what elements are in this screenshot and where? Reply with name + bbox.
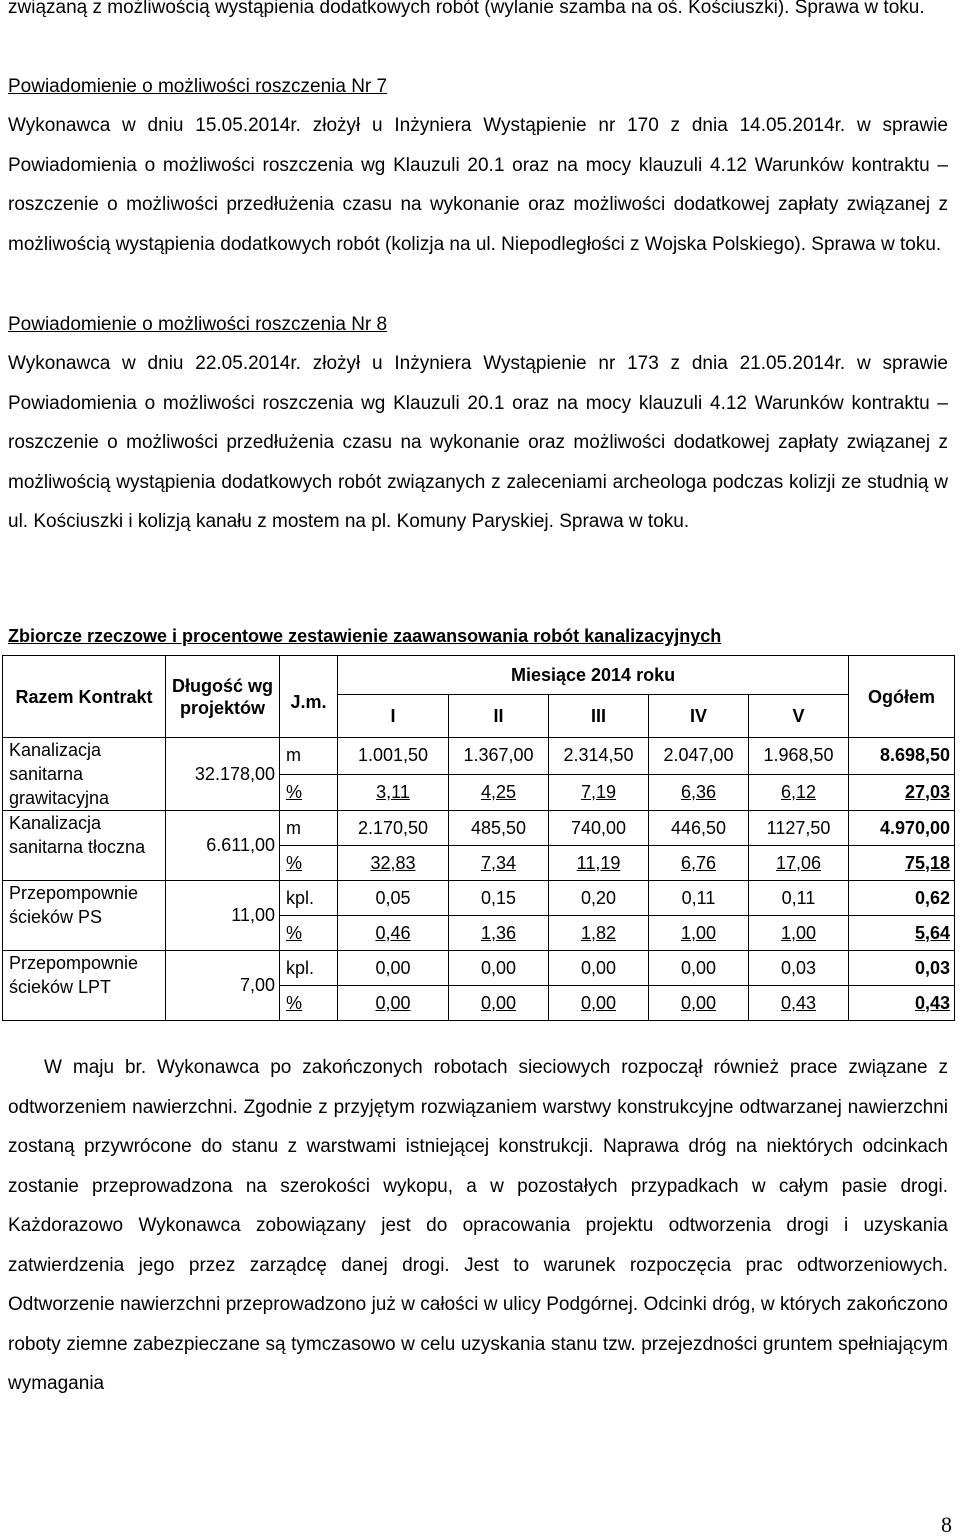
month-value-cell: 485,50	[449, 811, 549, 846]
claim-7-heading: Powiadomienie o możliwości roszczenia Nr 7	[8, 76, 388, 97]
header-months-group: Miesiące 2014 roku	[338, 656, 849, 695]
may-paragraph: W maju br. Wykonawca po zakończonych robotach sieciowych rozpoczął również prace związane z odtworzeniem nawierzchni. Zgodnie z przyjętym rozwiązaniem warstwy konstrukcyjne odtwarzanej nawierzchni zostaną przywrócone do stanu z warstwami istniejącej konstrukcji. Naprawa dróg na niektórych odcinkach zostanie przeprowadzona na szerokości wykopu, a w pozostałych przypadkach w całym pasie drogi. Każdorazowo Wykonawca zobowiązany jest do opracowania projektu odtworzenia drogi i uzyskania zatwierdzenia jego przez zarządcę danej drogi. Jest to warunek rozpoczęcia prac odtworzeniowych. Odtworzenie nawierzchni przeprowadzono już w całości w ulicy Podgórnej. Odcinki dróg, w których zakończono roboty ziemne zabezpieczane są tymczasowo w celu uzyskania stanu tzw. przejezdności gruntem spełniającym wymagania	[8, 1057, 948, 1394]
month-value-cell: 0,15	[449, 881, 549, 916]
month-value-cell: 7,34	[449, 846, 549, 881]
header-month-1: I	[338, 695, 449, 738]
month-value-cell: 0,03	[749, 951, 849, 986]
unit-cell: %	[280, 774, 338, 811]
month-value-cell: 0,00	[549, 986, 649, 1021]
month-value-cell: 1.968,50	[749, 738, 849, 775]
category-cell: Kanalizacja sanitarna tłoczna	[3, 811, 166, 881]
month-value-cell: 17,06	[749, 846, 849, 881]
category-cell: Kanalizacja sanitarna grawitacyjna	[3, 738, 166, 811]
month-value-cell: 0,00	[449, 986, 549, 1021]
total-cell: 75,18	[849, 846, 955, 881]
header-total: Ogółem	[849, 656, 955, 738]
unit-cell: %	[280, 916, 338, 951]
claim-8-body: Wykonawca w dniu 22.05.2014r. złożył u Inżyniera Wystąpienie nr 173 z dnia 21.05.2014r. w sprawie Powiadomienia o możliwości roszczenia wg Klauzuli 20.1 oraz na mocy klauzuli 4.12 Warunków kontraktu – roszczenie o możliwości przedłużenia czasu na wykonanie oraz możliwości dodatkowej zapłaty związanej z możliwością wystąpienia dodatkowych robót związanych z zaleceniami archeologa podczas kolizji ze studnią w ul. Kościuszki i kolizją kanału z mostem na pl. Komuny Paryskiej. Sprawa w toku.	[8, 353, 948, 532]
claim-7-body: Wykonawca w dniu 15.05.2014r. złożył u Inżyniera Wystąpienie nr 170 z dnia 14.05.2014r. w sprawie Powiadomienia o możliwości roszczenia wg Klauzuli 20.1 oraz na mocy klauzuli 4.12 Warunków kontraktu – roszczenie o możliwości przedłużenia czasu na wykonanie oraz możliwości dodatkowej zapłaty związanej z możliwością wystąpienia dodatkowych robót (kolizja na ul. Niepodległości z Wojska Polskiego). Sprawa w toku.	[8, 115, 948, 255]
category-cell: Przepompownie ścieków LPT	[3, 951, 166, 1021]
month-value-cell: 1127,50	[749, 811, 849, 846]
month-value-cell: 1.001,50	[338, 738, 449, 775]
header-month-5: V	[749, 695, 849, 738]
total-cell: 8.698,50	[849, 738, 955, 775]
month-value-cell: 0,11	[749, 881, 849, 916]
header-month-4: IV	[649, 695, 749, 738]
month-value-cell: 6,36	[649, 774, 749, 811]
month-value-cell: 1,00	[749, 916, 849, 951]
month-value-cell: 0,43	[749, 986, 849, 1021]
month-value-cell: 2.314,50	[549, 738, 649, 775]
total-cell: 0,62	[849, 881, 955, 916]
header-month-2: II	[449, 695, 549, 738]
month-value-cell: 0,00	[338, 951, 449, 986]
month-value-cell: 0,46	[338, 916, 449, 951]
unit-cell: %	[280, 986, 338, 1021]
month-value-cell: 1,82	[549, 916, 649, 951]
month-value-cell: 6,76	[649, 846, 749, 881]
month-value-cell: 2.047,00	[649, 738, 749, 775]
total-cell: 0,03	[849, 951, 955, 986]
header-length: Długość wg projektów	[166, 656, 280, 738]
month-value-cell: 32,83	[338, 846, 449, 881]
header-unit: J.m.	[280, 656, 338, 738]
claim-8-heading: Powiadomienie o możliwości roszczenia Nr 8	[8, 314, 388, 335]
month-value-cell: 0,05	[338, 881, 449, 916]
month-value-cell: 4,25	[449, 774, 549, 811]
table-row	[3, 881, 955, 916]
month-value-cell: 7,19	[549, 774, 649, 811]
unit-cell: kpl.	[280, 881, 338, 916]
month-value-cell: 11,19	[549, 846, 649, 881]
length-cell: 6.611,00	[166, 811, 280, 881]
month-value-cell: 1.367,00	[449, 738, 549, 775]
month-value-cell: 3,11	[338, 774, 449, 811]
total-cell: 5,64	[849, 916, 955, 951]
table-title: Zbiorcze rzeczowe i procentowe zestawienie zaawansowania robót kanalizacyjnych	[8, 626, 722, 646]
month-value-cell: 6,12	[749, 774, 849, 811]
month-value-cell: 740,00	[549, 811, 649, 846]
total-cell: 27,03	[849, 774, 955, 811]
category-cell: Przepompownie ścieków PS	[3, 881, 166, 951]
table-row	[3, 811, 955, 846]
month-value-cell: 0,00	[449, 951, 549, 986]
month-value-cell: 0,00	[338, 986, 449, 1021]
length-cell: 32.178,00	[166, 738, 280, 811]
total-cell: 0,43	[849, 986, 955, 1021]
unit-cell: m	[280, 738, 338, 775]
month-value-cell: 0,00	[649, 951, 749, 986]
month-value-cell: 1,00	[649, 916, 749, 951]
length-cell: 11,00	[166, 881, 280, 951]
header-month-3: III	[549, 695, 649, 738]
page-number: 8	[941, 1512, 952, 1537]
month-value-cell: 446,50	[649, 811, 749, 846]
progress-table	[2, 655, 955, 1021]
month-value-cell: 0,00	[549, 951, 649, 986]
unit-cell: %	[280, 846, 338, 881]
month-value-cell: 1,36	[449, 916, 549, 951]
unit-cell: m	[280, 811, 338, 846]
header-category: Razem Kontrakt	[3, 656, 166, 738]
month-value-cell: 0,11	[649, 881, 749, 916]
month-value-cell: 0,00	[649, 986, 749, 1021]
month-value-cell: 2.170,50	[338, 811, 449, 846]
length-cell: 7,00	[166, 951, 280, 1021]
table-row	[3, 951, 955, 986]
intro-paragraph: związaną z możliwością wystąpienia dodatkowych robót (wylanie szamba na oś. Kościuszki). Sprawa w toku.	[8, 0, 925, 18]
month-value-cell: 0,20	[549, 881, 649, 916]
total-cell: 4.970,00	[849, 811, 955, 846]
unit-cell: kpl.	[280, 951, 338, 986]
table-row	[3, 738, 955, 775]
